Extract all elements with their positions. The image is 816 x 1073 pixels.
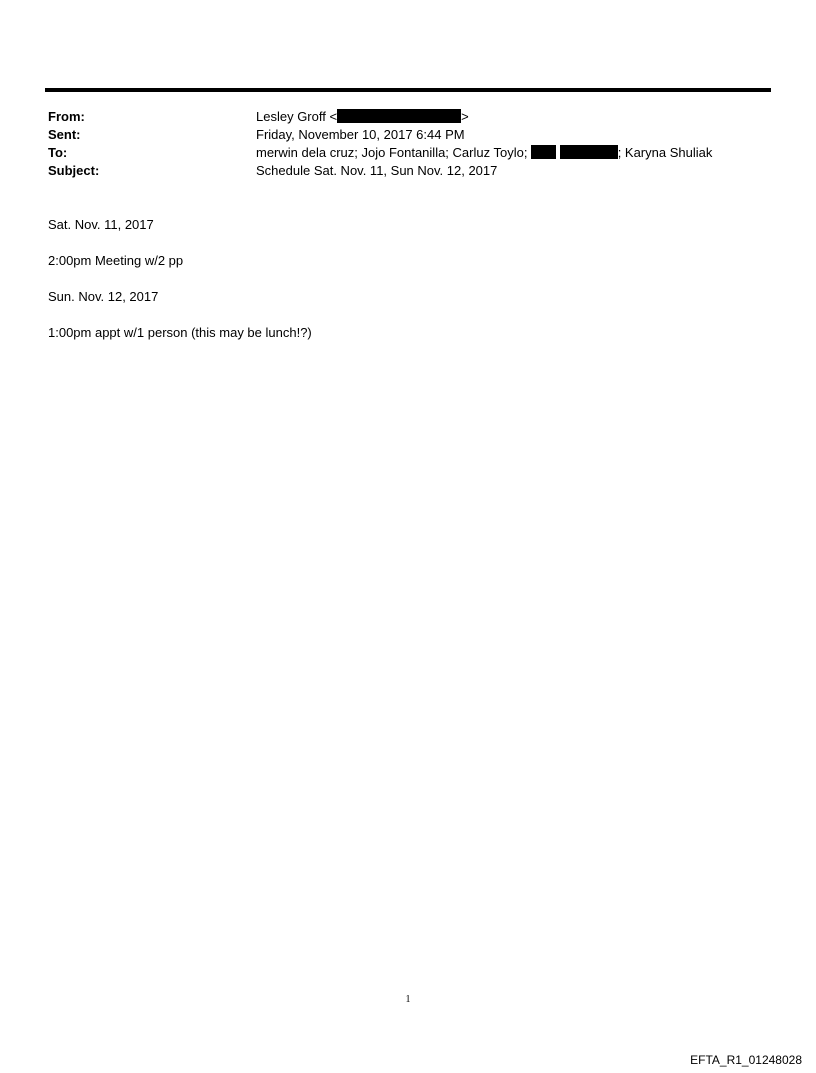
to-label: To: — [48, 145, 68, 160]
body-line-date-1: Sat. Nov. 11, 2017 — [48, 217, 154, 232]
from-name: Lesley Groff < — [256, 109, 338, 124]
redacted-recipient-last — [560, 145, 618, 159]
sent-value: Friday, November 10, 2017 6:44 PM — [256, 127, 465, 142]
header-divider — [45, 88, 771, 92]
subject-label: Subject: — [48, 163, 100, 178]
from-label: From: — [48, 109, 85, 124]
body-line-appointment: 1:00pm appt w/1 person (this may be lunch!?) — [48, 325, 312, 340]
redacted-email — [337, 109, 461, 123]
redacted-recipient-first — [531, 145, 556, 159]
body-line-meeting: 2:00pm Meeting w/2 pp — [48, 253, 184, 268]
subject-value: Schedule Sat. Nov. 11, Sun Nov. 12, 2017 — [256, 163, 498, 178]
page-number: 1 — [405, 994, 411, 1005]
from-value — [256, 108, 469, 126]
to-value — [256, 144, 712, 162]
sent-label: Sent: — [48, 127, 81, 142]
to-recipients-start: merwin dela cruz; Jojo Fontanilla; Carluz Toylo; — [256, 145, 528, 160]
from-close: > — [461, 109, 469, 124]
body-line-date-2: Sun. Nov. 12, 2017 — [48, 289, 159, 304]
to-recipients-end: ; Karyna Shuliak — [617, 145, 713, 160]
document-id: EFTA_R1_01248028 — [690, 1053, 802, 1067]
